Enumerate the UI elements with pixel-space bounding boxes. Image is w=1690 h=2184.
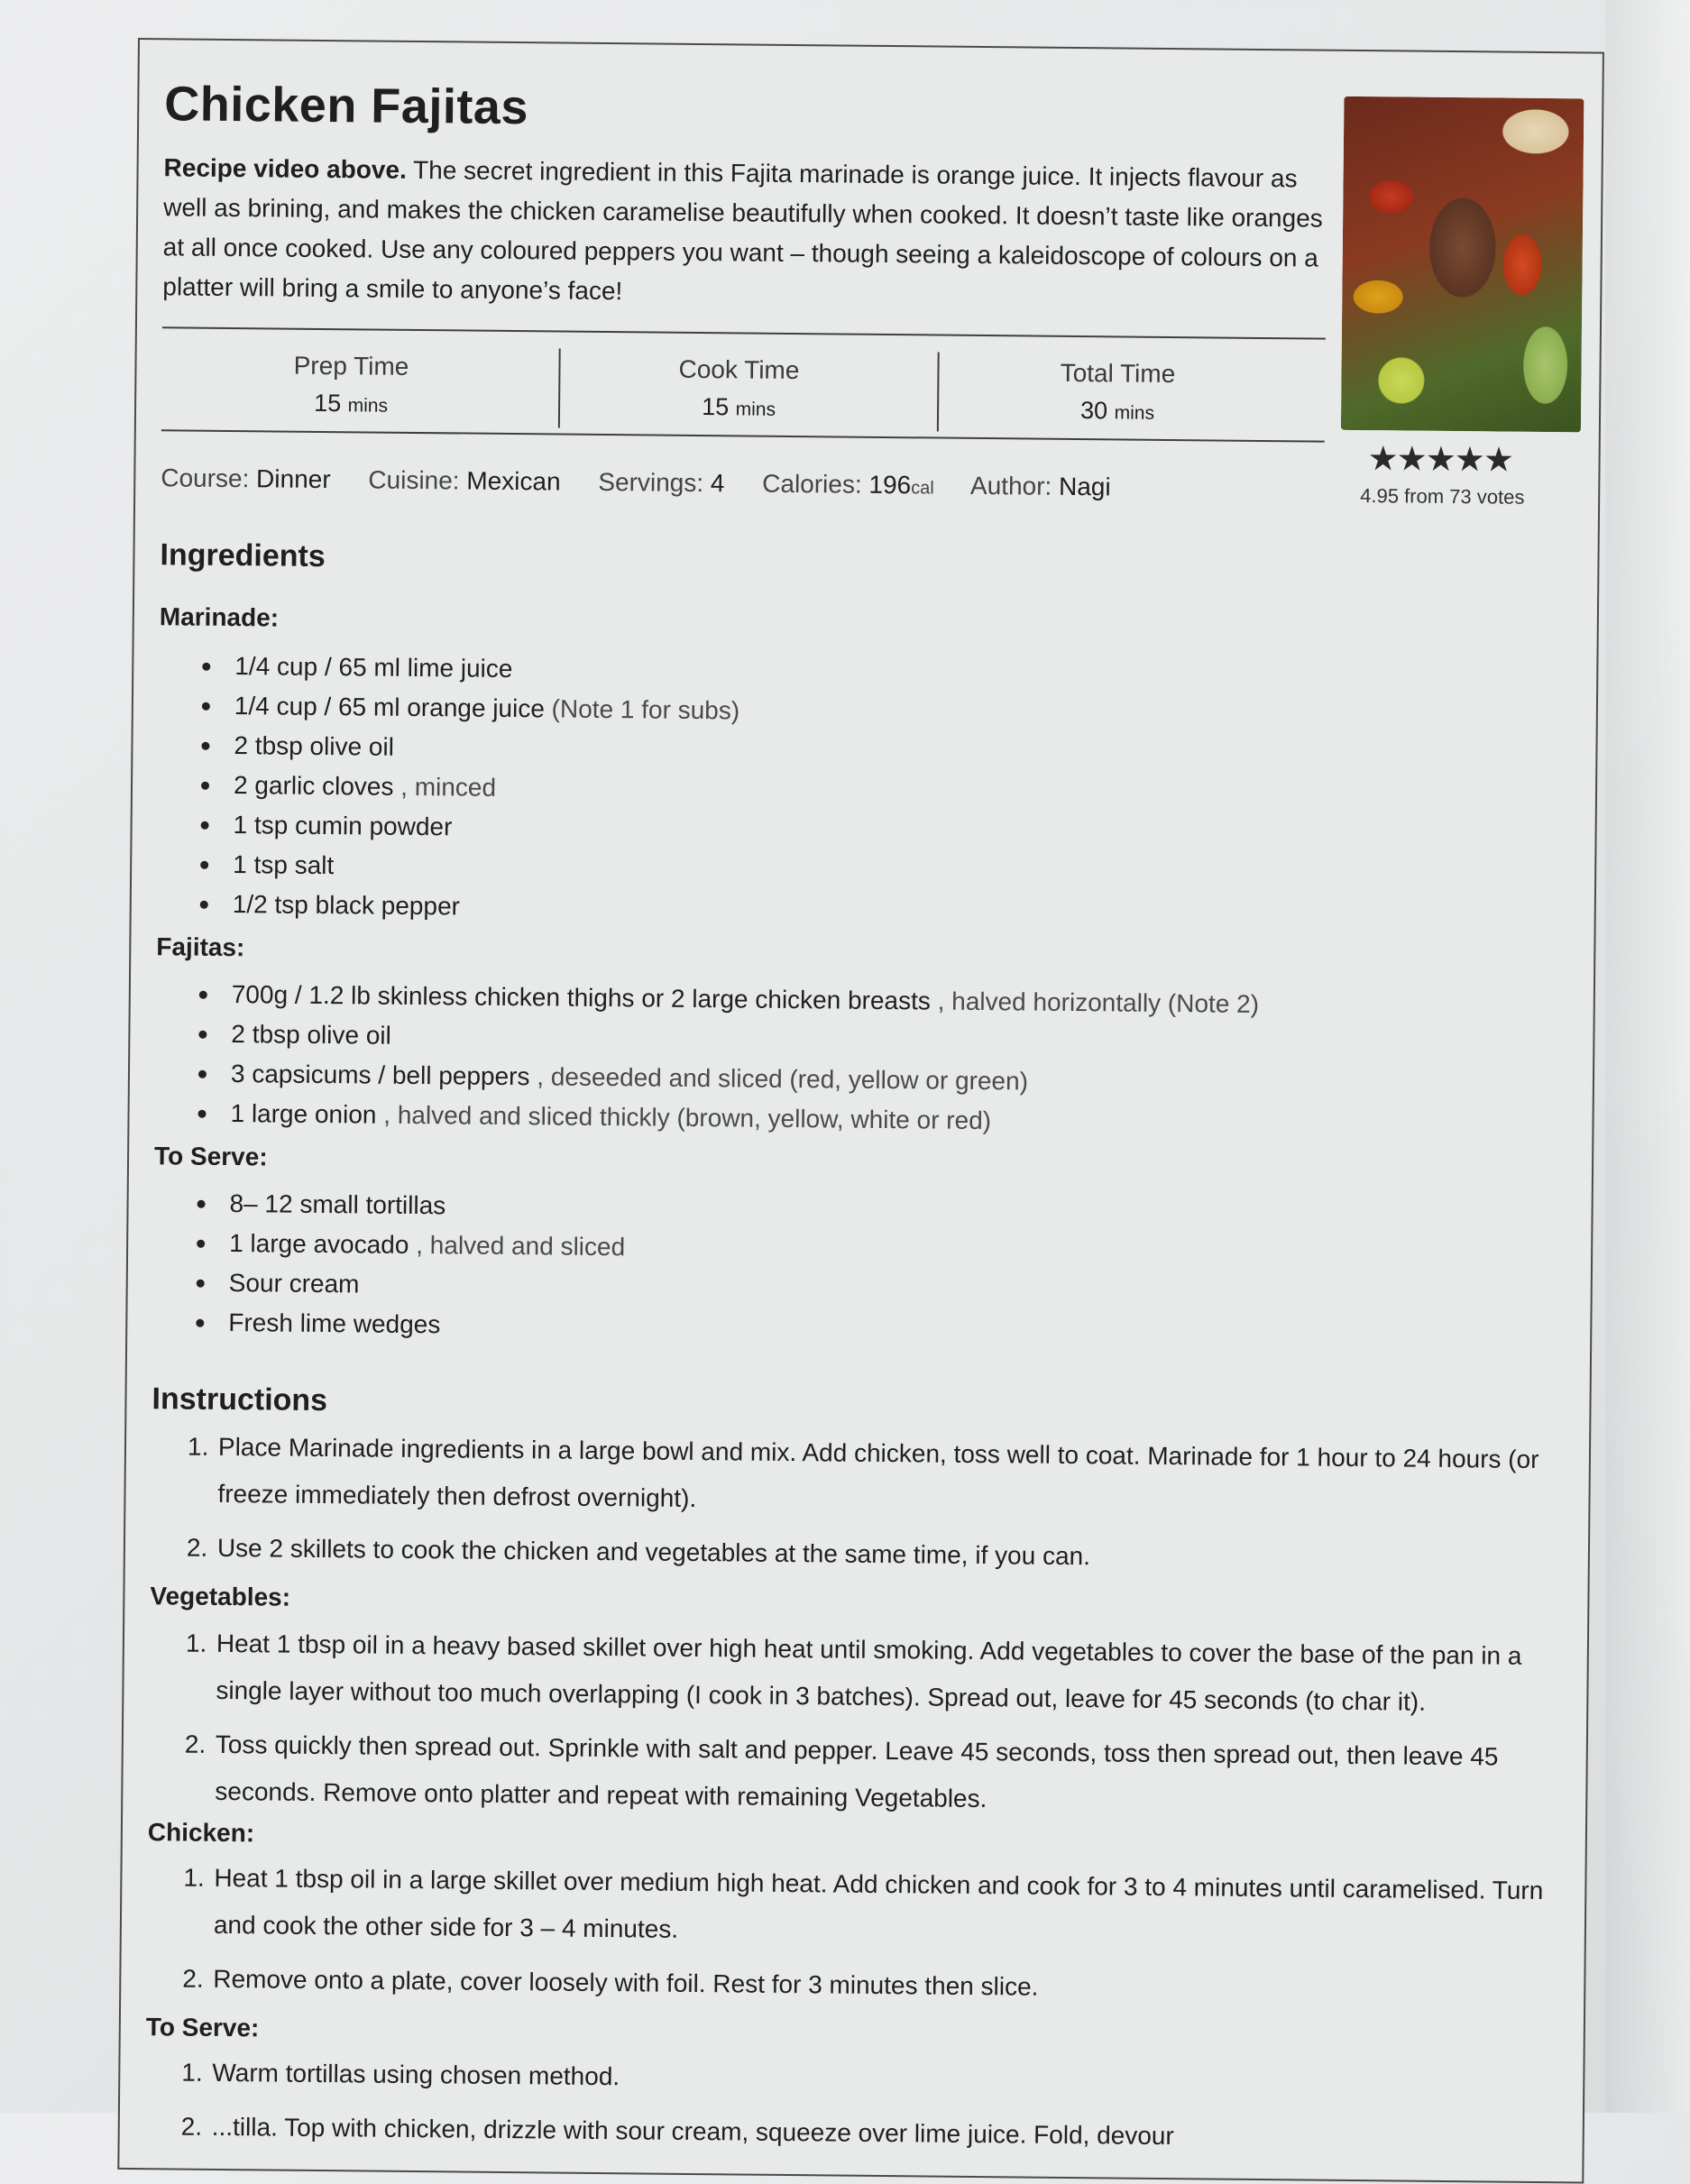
to-serve-heading: To Serve:: [154, 1142, 268, 1171]
ingredients-heading: Ingredients: [160, 537, 326, 574]
ingredient-main: 1 large onion: [230, 1099, 376, 1129]
ingredient-item: [190, 1303, 624, 1347]
step-text: Heat 1 tbsp oil in a heavy based skillet over high heat until smoking. Add vegetables to cover the base of the pan in a single layer without too much overlapping (I cook in 3 batches). Spread out, leave for 45 seconds (to char it).: [216, 1629, 1521, 1716]
step-text: Remove onto a plate, cover loosely with foil. Rest for 3 minutes then slice.: [213, 1965, 1038, 2001]
step-text: Warm tortillas using chosen method.: [212, 2059, 620, 2090]
instructions-heading: Instructions: [152, 1381, 327, 1418]
ingredient-note: , halved and sliced thickly (brown, yellow, white or red): [376, 1101, 991, 1135]
cook-time-label: Cook Time: [549, 353, 928, 386]
vegetables-heading: Vegetables:: [150, 1582, 290, 1611]
chicken-heading: Chicken:: [148, 1818, 255, 1848]
ingredient-item: [197, 686, 740, 731]
ingredient-main: Sour cream: [229, 1269, 360, 1298]
cuisine-value: Mexican: [466, 467, 561, 496]
prep-time: [161, 337, 541, 431]
serve-steps-heading: To Serve:: [146, 2013, 260, 2042]
ingredient-item: [191, 1184, 625, 1228]
servings-label: Servings:: [598, 468, 703, 497]
instructions-list: [187, 1424, 1595, 1592]
ingredient-main: 2 garlic cloves: [234, 771, 394, 801]
total-time-unit: mins: [1115, 402, 1155, 423]
step-number: 1.: [181, 2050, 203, 2097]
ingredient-main: 1/2 tsp black pepper: [233, 890, 460, 920]
author-value: Nagi: [1059, 473, 1111, 501]
ingredient-main: 3 capsicums / bell peppers: [231, 1060, 530, 1090]
total-time-label: Total Time: [928, 357, 1307, 390]
ingredient-item: [196, 766, 739, 811]
ingredient-main: 700g / 1.2 lb skinless chicken thighs or 2 large chicken breasts: [232, 980, 931, 1014]
instruction-step: [184, 1721, 1592, 1829]
step-number: 2.: [182, 1956, 204, 2003]
instruction-step: [182, 1956, 1589, 2016]
recipe-title: Chicken Fajitas: [164, 76, 528, 135]
prep-time-label: Prep Time: [161, 350, 540, 382]
cook-time-value: 15: [702, 393, 729, 420]
vegetables-steps: [184, 1620, 1593, 1836]
divider: [162, 326, 1326, 339]
total-time-value: 30: [1080, 397, 1107, 424]
step-number: 1.: [183, 1855, 205, 1902]
summary-text: The secret ingredient in this Fajita marinade is orange juice. It injects flavour as well as brining, and makes the chicken caramelise beautifully when cooked. It doesn’t taste like oranges at all once cooked. Use any coloured peppers you want – though seeing a kaleidoscope of colours on a platter will bring a smile to anyone’s face!: [162, 156, 1323, 305]
calories-value: 196: [868, 471, 911, 499]
calories-label: Calories:: [762, 470, 862, 499]
page-edge-shadow: [1605, 0, 1690, 2113]
step-number: 1.: [188, 1424, 209, 1471]
cuisine-label: Cuisine:: [368, 465, 459, 494]
fajitas-list: [192, 975, 1259, 1143]
recipe-summary: [162, 148, 1327, 317]
ingredient-main: 8– 12 small tortillas: [229, 1189, 445, 1219]
marinade-list: [195, 647, 740, 930]
prep-time-unit: mins: [348, 395, 389, 416]
ingredient-item: [196, 726, 739, 771]
marinade-heading: Marinade:: [160, 602, 280, 632]
ingredient-item: [197, 647, 740, 692]
chicken-steps: [182, 1855, 1591, 2023]
ingredient-main: 1 large avocado: [229, 1229, 409, 1259]
time-summary: [161, 337, 1326, 438]
instruction-step: [187, 1424, 1594, 1531]
step-text: Toss quickly then spread out. Sprinkle with salt and pepper. Leave 45 seconds, toss then spread out, then leave 45 seconds. Remove onto platter and repeat with remaining Vegetables.: [215, 1730, 1498, 1812]
ingredient-main: 1 tsp salt: [233, 850, 334, 879]
ingredient-note: , minced: [393, 773, 496, 802]
ingredient-note: , halved and sliced: [409, 1231, 625, 1261]
instruction-step: [185, 1620, 1593, 1728]
step-text: Use 2 skillets to cook the chicken and vegetables at the same time, if you can.: [217, 1534, 1090, 1570]
recipe-photo: [1341, 96, 1584, 433]
ingredient-item: [195, 885, 739, 930]
ingredient-note: , deseeded and sliced (red, yellow or green): [529, 1062, 1028, 1095]
calories-unit: cal: [911, 478, 934, 498]
ingredient-main: Fresh lime wedges: [228, 1308, 440, 1338]
course-label: Course:: [161, 463, 249, 492]
step-text: Place Marinade ingredients in a large bowl and mix. Add chicken, toss well to coat. Marinade for 1 hour to 24 hours (or freeze immediately then defrost overnight).: [217, 1433, 1538, 1512]
instruction-step: [181, 2050, 1588, 2110]
fajitas-heading: Fajitas:: [156, 932, 244, 962]
ingredient-main: 2 tbsp olive oil: [234, 731, 394, 761]
servings-value[interactable]: 4: [711, 469, 725, 497]
recipe-content: [144, 40, 1603, 2181]
ingredient-item: [191, 1263, 625, 1308]
step-text: Heat 1 tbsp oil in a large skillet over medium high heat. Add chicken and cook for 3 to 4 minutes until caramelised. Turn and cook the other side for 3 – 4 minutes.: [214, 1864, 1544, 1943]
star-rating-icon[interactable]: ★★★★★: [1367, 441, 1512, 479]
total-time: [928, 344, 1308, 438]
step-number: 2.: [187, 1525, 208, 1572]
ingredient-item: [195, 805, 739, 850]
cook-time: [549, 341, 929, 435]
author-label: Author:: [970, 472, 1052, 500]
step-text: ...tilla. Top with chicken, drizzle with sour cream, squeeze over lime juice. Fold, devour: [212, 2113, 1174, 2150]
step-number: 1.: [186, 1620, 207, 1667]
ingredient-main: 1/4 cup / 65 ml orange juice: [234, 692, 545, 722]
ingredient-main: 1/4 cup / 65 ml lime juice: [234, 652, 512, 683]
instruction-step: [183, 1855, 1591, 1962]
step-number: 2.: [185, 1721, 207, 1768]
ingredient-main: 1 tsp cumin powder: [233, 811, 452, 840]
to-serve-list: [190, 1184, 626, 1347]
ingredient-main: 2 tbsp olive oil: [231, 1020, 391, 1050]
recipe-card: [117, 38, 1604, 2183]
recipe-meta: [161, 463, 1142, 501]
ingredient-note: (Note 1 for subs): [545, 694, 740, 724]
prep-time-value: 15: [314, 390, 341, 417]
summary-lead: Recipe video above.: [163, 153, 407, 184]
serve-steps: [180, 2050, 1588, 2171]
step-number: 2.: [181, 2104, 203, 2151]
instruction-step: [187, 1525, 1594, 1585]
rating-votes: 4.95 from 73 votes: [1360, 484, 1524, 509]
ingredient-item: [195, 845, 739, 890]
ingredient-item: [191, 1224, 625, 1268]
ingredient-note: , halved horizontally (Note 2): [931, 986, 1259, 1017]
course-value: Dinner: [256, 464, 331, 493]
cook-time-unit: mins: [736, 399, 776, 419]
